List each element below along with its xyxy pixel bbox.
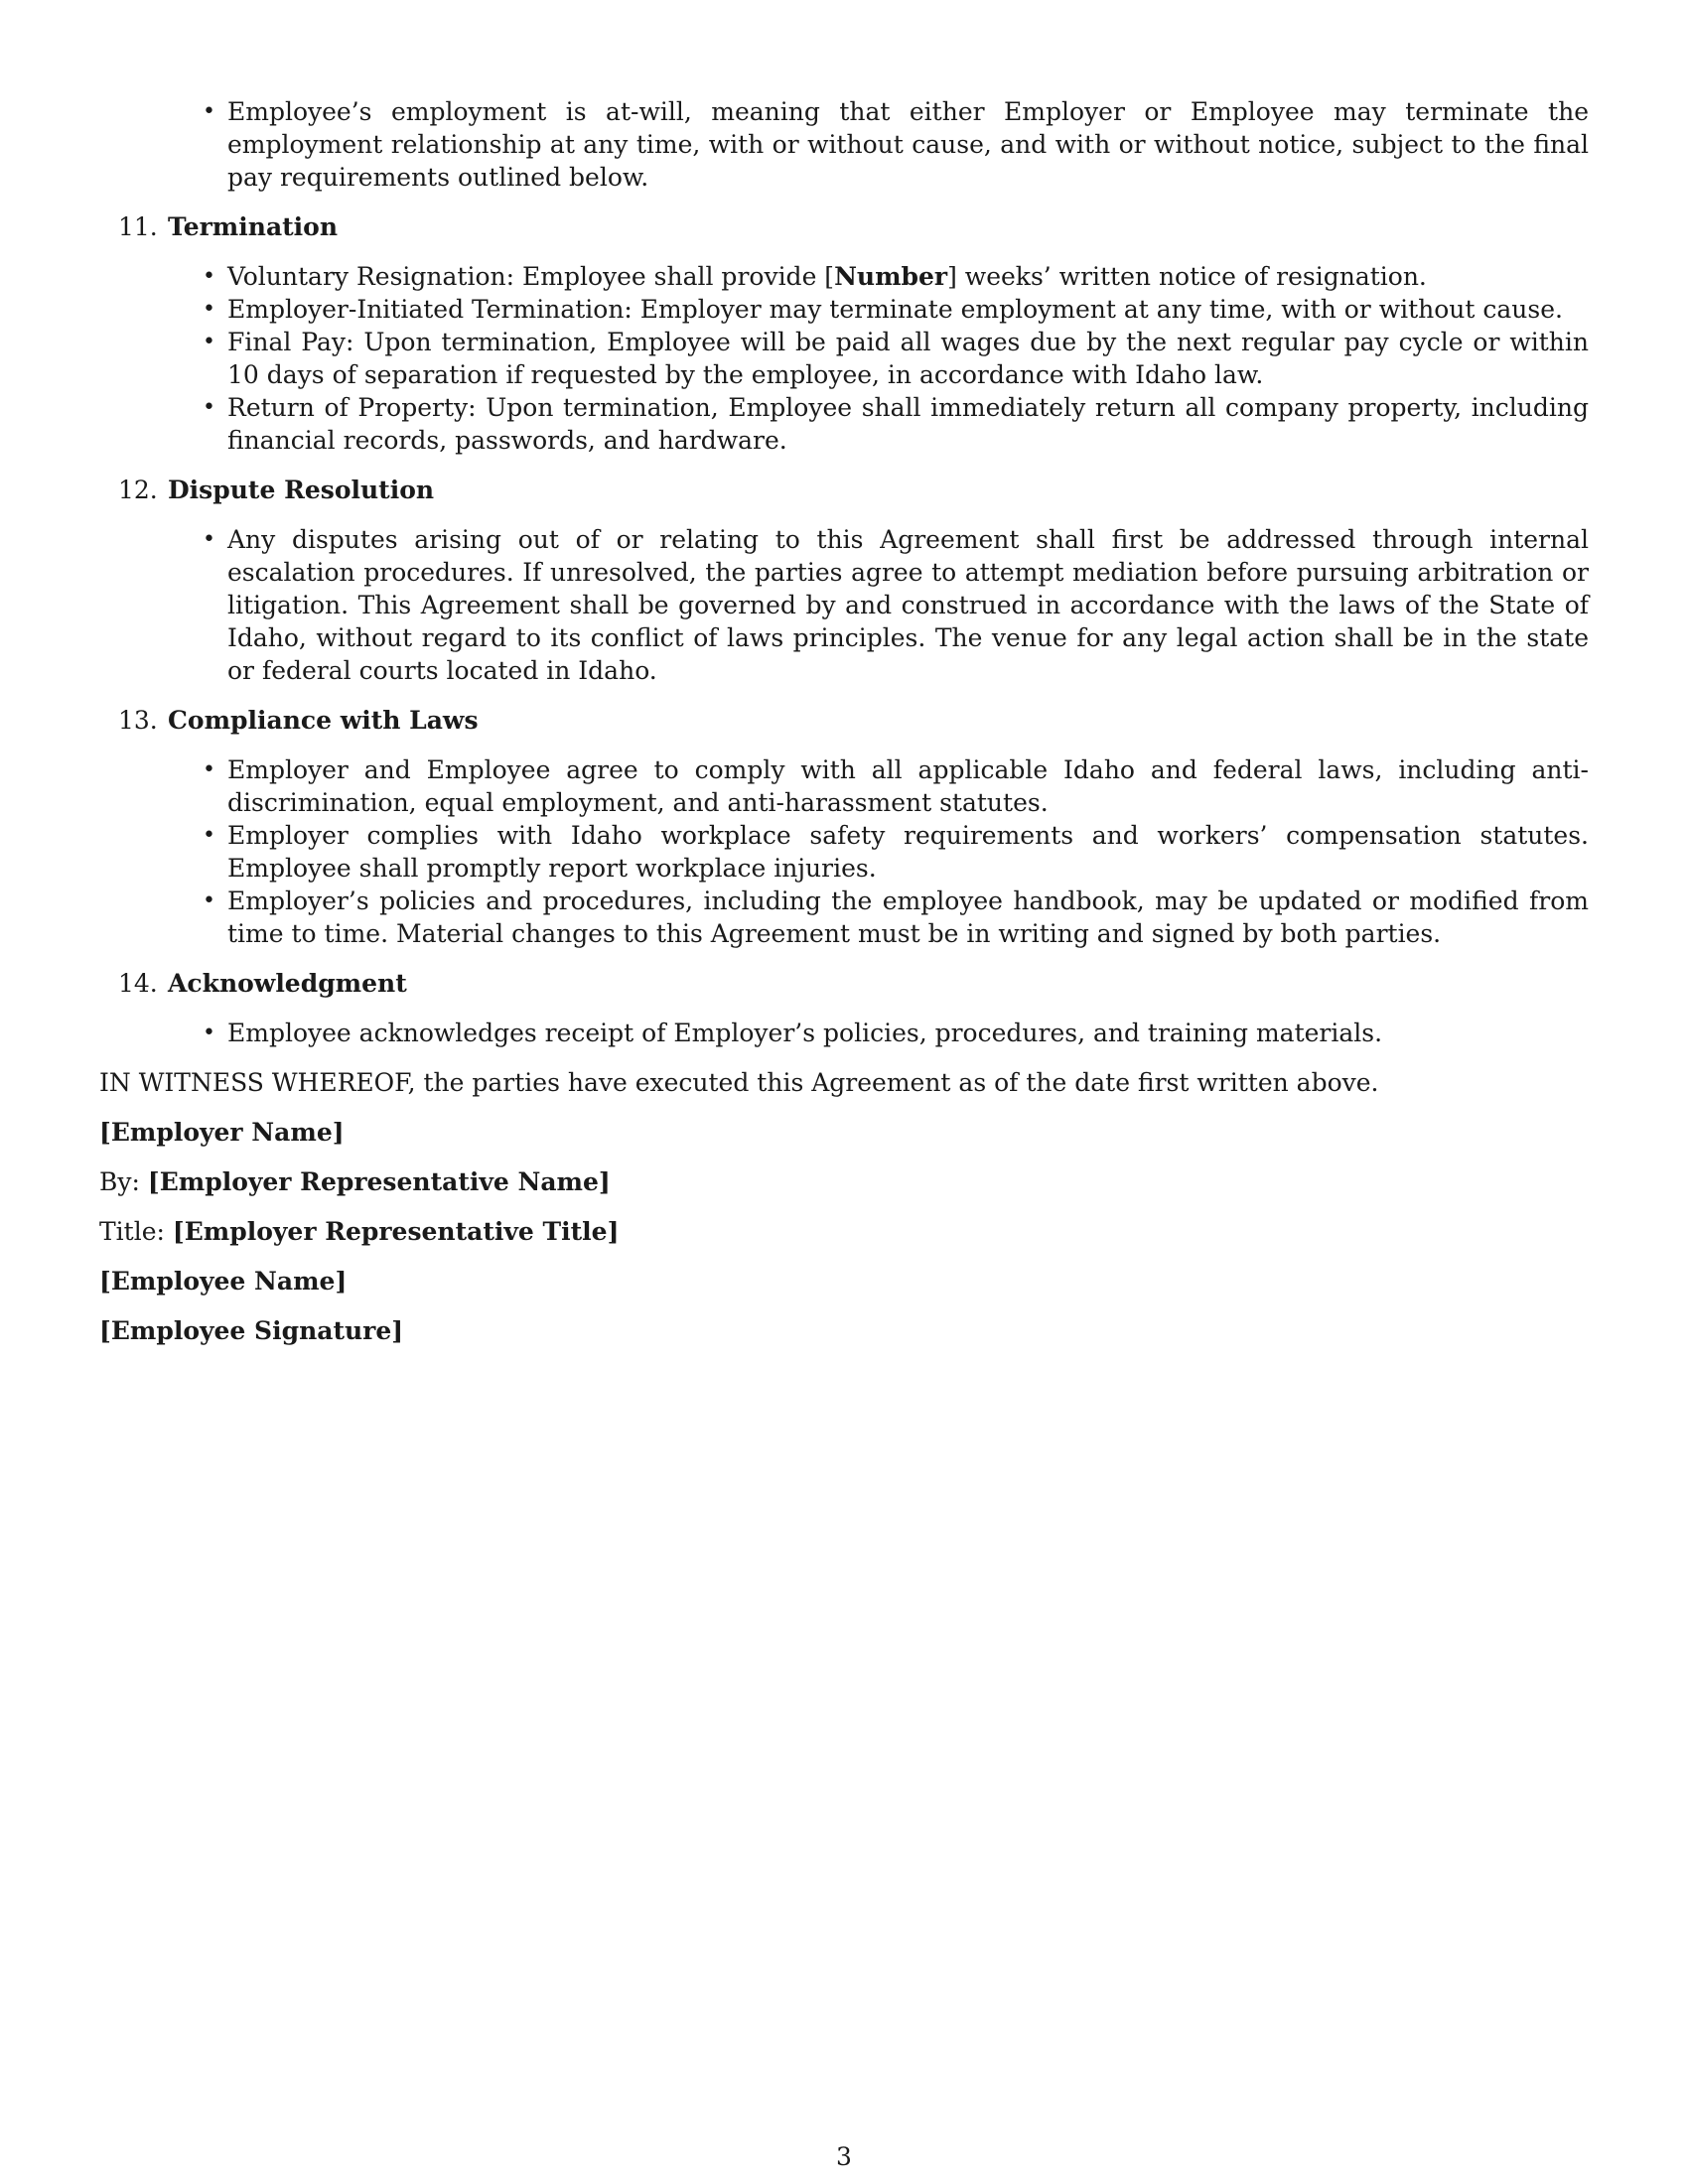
section-heading — [99, 967, 1589, 1000]
signature-prefix: By: — [99, 1167, 148, 1196]
list-item: • Employee’s employment is at-will, meaning that either Employer or Employee may terminate the employment relationship at any time, with or without cause, and with or without notice, subject to the final pay requirements outlined below. — [99, 95, 1589, 194]
list-item-text: ] weeks’ written notice of resignation. — [947, 262, 1427, 291]
section-number: 14. — [118, 969, 158, 998]
section-number: 13. — [118, 706, 158, 735]
list-item-text: Voluntary Resignation: Employee shall provide [ — [227, 262, 835, 291]
list-item: • Employee acknowledges receipt of Employer’s policies, procedures, and training materials. — [99, 1017, 1589, 1049]
bullet-list — [99, 260, 1589, 457]
witness-statement: IN WITNESS WHEREOF, the parties have executed this Agreement as of the date first written above. — [99, 1068, 1379, 1097]
list-item: • Any disputes arising out of or relating to this Agreement shall first be addressed through internal escalation procedures. If unresolved, the parties agree to attempt mediation before pursuing arbitration or litigation. This Agreement shall be governed by and construed in accordance with the laws of the State of Idaho, without regard to its conflict of laws principles. The venue for any legal action shall be in the state or federal courts located in Idaho. — [99, 523, 1589, 687]
signature-by-line: By: [Employer Representative Name] — [99, 1167, 611, 1196]
section-compliance-with-laws — [99, 704, 1589, 950]
bullet-list — [99, 753, 1589, 950]
placeholder-field: Employer Representative Name — [159, 1167, 599, 1196]
section-number: 11. — [118, 212, 158, 241]
intro-bullet-list — [99, 95, 1589, 194]
placeholder-field: Employee Name — [110, 1267, 336, 1296]
section-dispute-resolution — [99, 474, 1589, 687]
placeholder-field: Employer Representative Title — [184, 1217, 608, 1246]
bullet-list — [99, 523, 1589, 687]
signature-prefix: Title: — [99, 1217, 173, 1246]
list-item: • Final Pay: Upon termination, Employee will be paid all wages due by the next regular pay cycle or within 10 days of separation if requested by the employee, in accordance with Idaho law. — [99, 326, 1589, 391]
list-item — [99, 260, 1589, 293]
signature-employee-name: [Employee Name] — [99, 1267, 348, 1296]
section-acknowledgment — [99, 967, 1589, 1049]
list-item: • Employer’s policies and procedures, including the employee handbook, may be updated or modified from time to time. Material changes to this Agreement must be in writing and signed by both parties. — [99, 885, 1589, 950]
list-item: • Employer and Employee agree to comply with all applicable Idaho and federal laws, including anti-discrimination, equal employment, and anti-harassment statutes. — [99, 753, 1589, 819]
section-title: Acknowledgment — [168, 969, 407, 998]
section-number: 12. — [118, 476, 158, 504]
bullet-list — [99, 1017, 1589, 1049]
placeholder-field: Employer Name — [110, 1118, 333, 1147]
section-title: Dispute Resolution — [168, 476, 435, 504]
list-item: • Return of Property: Upon termination, Employee shall immediately return all company property, including financial records, passwords, and hardware. — [99, 391, 1589, 457]
signature-title-line: Title: [Employer Representative Title] — [99, 1217, 620, 1246]
placeholder-field: Employee Signature — [110, 1316, 392, 1345]
list-item: • Employer-Initiated Termination: Employer may terminate employment at any time, with or without cause. — [99, 293, 1589, 326]
section-termination — [99, 210, 1589, 457]
section-heading — [99, 474, 1589, 506]
signature-employee-signature: [Employee Signature] — [99, 1316, 404, 1345]
list-item: • Employer complies with Idaho workplace safety requirements and workers’ compensation statutes. Employee shall promptly report workplace injuries. — [99, 819, 1589, 885]
page-number: 3 — [836, 2142, 852, 2171]
placeholder-field: Number — [834, 262, 948, 291]
section-heading — [99, 704, 1589, 737]
signature-employer-name: [Employer Name] — [99, 1118, 345, 1147]
section-title: Termination — [168, 212, 339, 241]
section-heading — [99, 210, 1589, 243]
section-title: Compliance with Laws — [168, 706, 479, 735]
document-page — [99, 95, 1589, 1347]
